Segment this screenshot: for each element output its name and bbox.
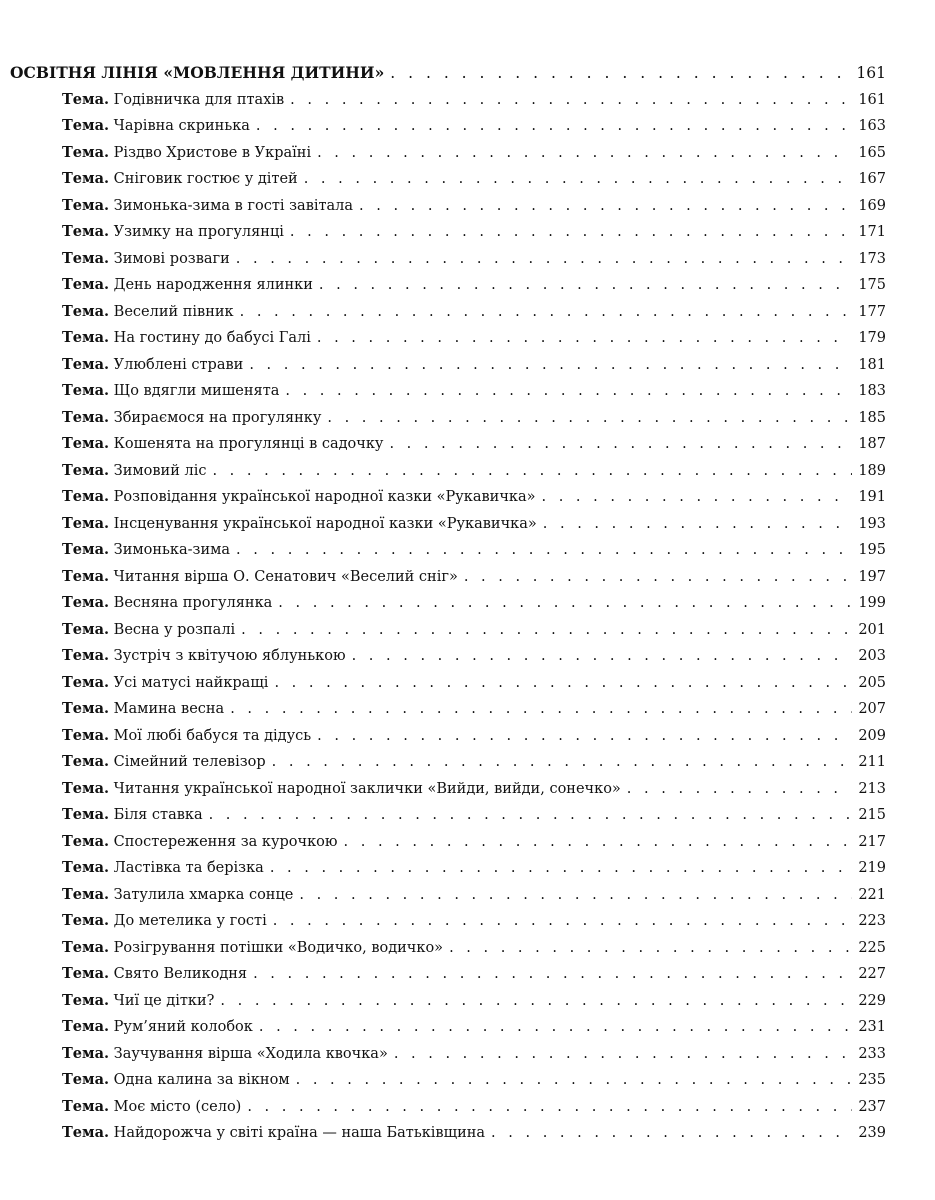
toc-entry [10,431,886,458]
entry-title: Що вдягли мишенята [113,383,280,399]
entry-label: Тема. [62,991,110,1009]
entry-page-number: 179 [858,330,886,346]
toc-entry [10,140,886,167]
entry-page-number: 165 [858,144,886,161]
dot-leader [352,643,853,670]
entry-label: Тема. [62,435,110,452]
entry-title: Зимонька-зима [113,542,231,558]
dot-leader [212,458,852,485]
section-page-number: 161 [856,64,886,82]
section-title: ОСВІТНЯ ЛІНІЯ «МОВЛЕННЯ ДИТИНИ» [10,63,385,82]
entry-label: Тема. [62,143,110,161]
dot-leader [270,855,853,882]
dot-leader [344,829,853,856]
toc-entry [10,696,886,723]
toc-entry [10,776,886,803]
entry-page-number: 209 [858,727,886,744]
dot-leader [230,696,852,723]
entry-label: Тема. [62,700,110,717]
entry-page-number: 189 [858,462,886,479]
toc-entry [10,458,886,485]
dot-leader [394,1041,853,1068]
entry-page-number: 235 [858,1072,886,1088]
entry-title: Веселий півник [113,303,234,320]
dot-leader [542,484,853,511]
dot-leader [285,378,852,405]
entry-page-number: 163 [858,118,886,134]
toc-entry [10,378,886,405]
entry-label: Тема. [62,329,110,346]
entry-title: Збираємося на прогулянку [113,409,322,426]
entry-label: Тема. [62,302,110,320]
entry-page-number: 223 [858,913,886,929]
toc-entry [10,1094,886,1121]
dot-leader [249,352,852,379]
dot-leader [236,537,852,564]
entry-label: Тема. [62,276,110,293]
entry-label: Тема. [62,170,110,187]
toc-entry [10,1041,886,1068]
entry-label: Тема. [62,673,110,691]
entry-page-number: 199 [858,595,886,611]
entry-label: Тема. [62,753,110,770]
dot-leader [272,749,853,776]
dot-leader [290,219,852,246]
toc-entry [10,617,886,644]
dot-leader [274,670,852,697]
entry-title: Чиї це дітки? [113,992,215,1009]
toc-entry [10,113,886,140]
dot-leader [296,1067,853,1094]
toc-entry [10,855,886,882]
entry-title: Ластівка та берізка [113,860,264,876]
dot-leader [241,617,852,644]
entry-page-number: 207 [858,701,886,717]
dot-leader [299,882,852,909]
entry-page-number: 211 [858,754,886,770]
dot-leader [236,246,853,273]
entry-page-number: 169 [858,197,886,214]
entry-title: Усі матусі найкращі [113,674,269,691]
entry-title: Чарівна скринька [113,118,250,134]
entry-title: Зимонька-зима в гості завітала [113,197,354,214]
entry-title: Зимовий ліс [113,462,207,479]
entry-page-number: 205 [858,674,886,691]
dot-leader [627,776,853,803]
entry-title: Одна калина за вікном [113,1072,290,1088]
toc-entry [10,299,886,326]
entry-label: Тема. [62,541,110,558]
toc-entry [10,405,886,432]
entry-page-number: 185 [858,409,886,426]
toc-entry [10,935,886,962]
toc-entry [10,961,886,988]
entry-title: На гостину до бабусі Галі [113,330,311,346]
entry-page-number: 225 [858,939,886,956]
toc-entry [10,193,886,220]
entry-title: Читання української народної заклички «Вийди, вийди, сонечко» [113,780,621,797]
entry-label: Тема. [62,567,110,585]
toc-entry [10,166,886,193]
section-heading [10,60,886,87]
entry-title: Зустріч з квітучою яблунькою [113,648,346,664]
toc-entry [10,723,886,750]
entry-page-number: 217 [858,833,886,850]
toc-entry [10,1067,886,1094]
toc-entry [10,325,886,352]
entry-label: Тема. [62,1044,110,1062]
entry-title: Сніговик гостює у дітей [113,171,298,187]
entry-label: Тема. [62,859,110,876]
entry-label: Тема. [62,938,110,956]
entry-title: Кошенята на прогулянці в садочку [113,436,384,452]
entry-page-number: 219 [858,860,886,876]
toc-entry [10,1014,886,1041]
entry-title: Різдво Христове в Україні [113,144,312,161]
dot-leader [317,325,852,352]
entry-label: Тема. [62,620,110,638]
toc-entries [10,87,886,1147]
entry-label: Тема. [62,488,110,505]
entry-title: Інсценування української народної казки «Рукавичка» [113,515,537,532]
entry-label: Тема. [62,1124,110,1141]
entry-label: Тема. [62,1018,110,1035]
entry-page-number: 167 [858,171,886,187]
entry-page-number: 173 [858,250,886,267]
toc-entry [10,352,886,379]
entry-title: Затулила хмарка сонце [113,886,294,903]
entry-title: Моє місто (село) [113,1098,242,1115]
toc-entry [10,537,886,564]
entry-page-number: 187 [858,436,886,452]
entry-title: Заучування вірша «Ходила квочка» [113,1045,388,1062]
toc-entry [10,272,886,299]
toc-entry [10,643,886,670]
entry-page-number: 201 [858,621,886,638]
dot-leader [390,60,850,87]
toc-entry [10,246,886,273]
entry-title: Свято Великодня [113,966,248,982]
entry-label: Тема. [62,382,110,399]
toc-entry [10,882,886,909]
entry-label: Тема. [62,1071,110,1088]
entry-label: Тема. [62,806,110,823]
dot-leader [273,908,853,935]
dot-leader [464,564,852,591]
entry-title: Розігрування потішки «Водичко, водичко» [113,939,444,956]
entry-title: Розповідання української народної казки «Рукавичка» [113,489,536,505]
entry-page-number: 227 [858,966,886,982]
entry-title: День народження ялинки [113,277,313,293]
toc-entry [10,1120,886,1147]
entry-label: Тема. [62,90,110,108]
dot-leader [319,272,852,299]
toc-entry [10,484,886,511]
entry-label: Тема. [62,726,110,744]
entry-title: Зимові розваги [113,250,230,267]
entry-label: Тема. [62,514,110,532]
toc-entry [10,511,886,538]
dot-leader [491,1120,852,1147]
entry-label: Тема. [62,594,110,611]
entry-page-number: 221 [858,886,886,903]
entry-label: Тема. [62,408,110,426]
entry-page-number: 195 [858,542,886,558]
dot-leader [247,1094,852,1121]
entry-page-number: 171 [858,224,886,240]
entry-page-number: 213 [858,780,886,797]
entry-label: Тема. [62,832,110,850]
entry-label: Тема. [62,117,110,134]
dot-leader [256,113,852,140]
entry-label: Тема. [62,461,110,479]
toc-entry [10,988,886,1015]
toc-entry [10,219,886,246]
entry-title: Мамина весна [113,701,225,717]
dot-leader [449,935,852,962]
entry-title: Читання вірша О. Сенатович «Веселий сніг» [113,568,458,585]
entry-label: Тема. [62,1097,110,1115]
entry-label: Тема. [62,885,110,903]
entry-title: Весняна прогулянка [113,595,273,611]
entry-title: Найдорожча у світі країна — наша Батьківщина [113,1125,486,1141]
dot-leader [290,87,852,114]
entry-page-number: 215 [858,807,886,823]
entry-title: Годівничка для птахів [113,91,285,108]
entry-title: Спостереження за курочкою [113,833,338,850]
entry-title: Улюблені страви [113,356,244,373]
entry-page-number: 233 [858,1045,886,1062]
entry-label: Тема. [62,779,110,797]
toc-entry [10,802,886,829]
entry-title: Весна у розпалі [113,621,236,638]
entry-page-number: 183 [858,383,886,399]
entry-page-number: 191 [858,489,886,505]
entry-page-number: 177 [858,303,886,320]
entry-page-number: 181 [858,356,886,373]
dot-leader [278,590,852,617]
entry-label: Тема. [62,196,110,214]
dot-leader [317,140,852,167]
entry-page-number: 229 [858,992,886,1009]
toc-entry [10,829,886,856]
dot-leader [359,193,852,220]
dot-leader [240,299,853,326]
entry-page-number: 175 [858,277,886,293]
entry-page-number: 197 [858,568,886,585]
entry-title: До метелика у гості [113,913,267,929]
entry-label: Тема. [62,965,110,982]
entry-page-number: 239 [858,1125,886,1141]
entry-label: Тема. [62,647,110,664]
table-of-contents [10,60,886,1147]
entry-page-number: 161 [858,91,886,108]
dot-leader [543,511,853,538]
toc-entry [10,908,886,935]
dot-leader [259,1014,852,1041]
entry-page-number: 231 [858,1019,886,1035]
dot-leader [253,961,852,988]
entry-title: Рум’яний колобок [113,1019,253,1035]
entry-label: Тема. [62,355,110,373]
toc-entry [10,564,886,591]
dot-leader [317,723,852,750]
dot-leader [389,431,852,458]
entry-page-number: 193 [858,515,886,532]
entry-title: Узимку на прогулянці [113,224,284,240]
entry-label: Тема. [62,912,110,929]
entry-page-number: 237 [858,1098,886,1115]
toc-entry [10,670,886,697]
toc-entry [10,749,886,776]
dot-leader [209,802,853,829]
entry-page-number: 203 [858,648,886,664]
dot-leader [220,988,852,1015]
toc-entry [10,87,886,114]
entry-label: Тема. [62,223,110,240]
entry-title: Біля ставка [113,807,203,823]
dot-leader [304,166,853,193]
toc-entry [10,590,886,617]
entry-title: Сімейний телевізор [113,754,266,770]
entry-label: Тема. [62,249,110,267]
entry-title: Мої любі бабуся та дідусь [113,727,312,744]
dot-leader [327,405,852,432]
